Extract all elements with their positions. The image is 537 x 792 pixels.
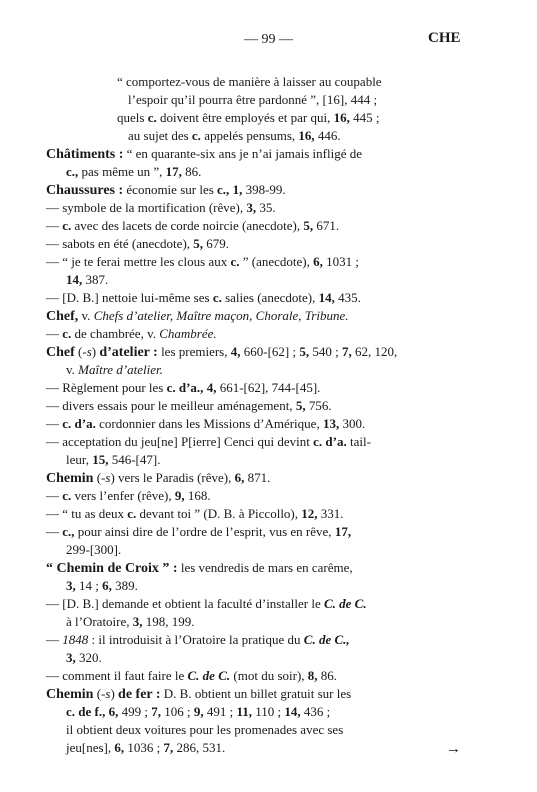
entry-text: 9,	[193, 704, 204, 719]
entry-text: c.	[230, 254, 240, 269]
entry-text: 14 ;	[75, 578, 103, 593]
entry-text: c. d’a.	[313, 434, 347, 449]
entry-text: 14,	[66, 272, 83, 287]
entry-text: devant toi ” (D. B. à Piccollo),	[136, 506, 302, 521]
entry-text: 1848	[62, 632, 89, 647]
entry-text: 331.	[317, 506, 344, 521]
entry-text: appelés pensums,	[200, 128, 299, 143]
entry-text: —	[46, 416, 63, 431]
entry-headword: “ Chemin de Croix ” :	[46, 561, 178, 576]
entry-headword: d’atelier :	[99, 345, 158, 360]
entry-text: -s	[82, 344, 92, 359]
entry-text: —	[46, 326, 63, 341]
index-line	[46, 344, 397, 361]
index-line	[46, 632, 350, 648]
entry-text: doivent être employés et par qui,	[156, 110, 334, 125]
entry-text: à l’Oratoire,	[66, 614, 133, 629]
entry-text: 320.	[75, 650, 102, 665]
entry-text: — acceptation du jeu[ne] P[ierre] Cenci qui devint	[46, 434, 314, 449]
index-line	[128, 128, 341, 144]
entry-text: 9,	[174, 488, 185, 503]
index-line	[66, 578, 138, 594]
entry-text: 6,	[108, 704, 119, 719]
entry-text: 15,	[92, 452, 109, 467]
index-line	[46, 488, 211, 504]
entry-text: 86.	[317, 668, 338, 683]
entry-text: avec des lacets de corde noircie (anecdote),	[71, 218, 304, 233]
entry-text: 3,	[66, 578, 76, 593]
entry-text: économie sur les	[123, 182, 218, 197]
index-line	[46, 236, 229, 252]
index-line	[46, 146, 362, 163]
entry-headword: Chef	[46, 345, 75, 360]
entry-text: — comment il faut faire le	[46, 668, 188, 683]
index-line	[46, 308, 349, 325]
entry-text: 436 ;	[300, 704, 331, 719]
entry-text: 3,	[246, 200, 257, 215]
index-line	[66, 704, 330, 720]
entry-text: 679.	[203, 236, 230, 251]
entry-text: ” (anecdote),	[239, 254, 314, 269]
entry-text: 387.	[82, 272, 109, 287]
entry-text: 6,	[102, 578, 112, 593]
entry-text: c.	[62, 488, 72, 503]
entry-text: pas même un ”,	[78, 164, 166, 179]
index-line	[46, 416, 365, 432]
index-line	[46, 218, 339, 234]
entry-text: (	[93, 470, 102, 485]
entry-text: — “ tu as deux	[46, 506, 128, 521]
entry-text: C. de C.,	[303, 632, 350, 647]
entry-text: tail-	[346, 434, 371, 449]
entry-text: 17,	[165, 164, 182, 179]
entry-text: 871.	[244, 470, 271, 485]
page-number: — 99 —	[244, 32, 293, 47]
entry-text: 3,	[66, 650, 76, 665]
entry-text: 11,	[236, 704, 253, 719]
index-line	[46, 200, 276, 216]
entry-text: — “ je te ferai mettre les clous aux	[46, 254, 231, 269]
entry-headword: Chemin	[46, 471, 94, 486]
index-line	[46, 596, 367, 612]
entry-text: 62, 120,	[351, 344, 398, 359]
index-line	[46, 290, 361, 306]
entry-text: “ comportez-vous de manière à laisser au coupable	[117, 74, 382, 89]
entry-text: 5,	[299, 344, 310, 359]
entry-headword: Chemin	[46, 687, 94, 702]
entry-text: : il introduisit à l’Oratoire la pratique du	[88, 632, 304, 647]
entry-text: il obtient deux voitures pour les promenades avec ses	[66, 722, 344, 737]
index-line	[66, 722, 343, 738]
entry-text: (	[93, 686, 102, 701]
entry-text: 14,	[318, 290, 335, 305]
entry-text: 6,	[114, 740, 125, 755]
entry-text: l’espoir qu’il pourra être pardonné ”, [16], 444 ;	[128, 92, 378, 107]
entry-text: v.	[66, 362, 79, 377]
entry-text: 4,	[206, 380, 217, 395]
entry-text: — symbole de la mortification (rêve),	[46, 200, 247, 215]
entry-text: 671.	[313, 218, 340, 233]
entry-text: )	[110, 686, 119, 701]
entry-text: 16,	[298, 128, 315, 143]
index-line	[117, 110, 380, 126]
entry-text: 7,	[163, 740, 174, 755]
entry-text: 3,	[132, 614, 143, 629]
index-line	[66, 272, 108, 288]
index-line	[46, 560, 353, 577]
entry-text: c.	[127, 506, 137, 521]
index-line	[117, 74, 382, 90]
entry-headword: de fer :	[118, 687, 161, 702]
entry-text: 8,	[307, 668, 318, 683]
index-line	[66, 362, 163, 378]
entry-text: 661-[62], 744-[45].	[216, 380, 321, 395]
entry-headword: Chef,	[46, 309, 79, 324]
entry-text: — Règlement pour les	[46, 380, 167, 395]
index-line	[46, 686, 351, 703]
entry-text: v.	[78, 308, 94, 323]
entry-text: c. d’a.,	[166, 380, 204, 395]
index-line	[66, 452, 160, 468]
entry-text: C. de C.	[323, 596, 367, 611]
entry-text: 16,	[333, 110, 350, 125]
index-line	[46, 524, 351, 540]
entry-text: 435.	[334, 290, 361, 305]
entry-text: c.,	[66, 164, 79, 179]
entry-text: 540 ;	[309, 344, 342, 359]
entry-text: — [D. B.] demande et obtient la faculté d’installer le	[46, 596, 324, 611]
entry-text: quels	[117, 110, 148, 125]
entry-text: D. B. obtient un billet gratuit sur les	[160, 686, 352, 701]
entry-text: 14,	[284, 704, 301, 719]
entry-text: c.,	[62, 524, 75, 539]
entry-text: 17,	[334, 524, 352, 539]
entry-text: — [D. B.] nettoie lui-même ses	[46, 290, 213, 305]
entry-text: 389.	[111, 578, 138, 593]
index-line	[128, 92, 377, 108]
entry-text: vers l’enfer (rêve),	[71, 488, 175, 503]
index-line	[46, 506, 344, 522]
entry-text: )	[91, 344, 100, 359]
entry-text: leur,	[66, 452, 93, 467]
entry-text: 756.	[305, 398, 332, 413]
entry-text: 5,	[303, 218, 314, 233]
section-header: CHE	[428, 30, 461, 46]
entry-text: c.	[212, 290, 222, 305]
entry-headword: Chaussures :	[46, 183, 124, 198]
index-line	[66, 740, 225, 756]
entry-text: au sujet des	[128, 128, 192, 143]
entry-text: c. de f.,	[66, 704, 106, 719]
entry-text: 6,	[313, 254, 323, 269]
continue-arrow-icon: →	[446, 741, 461, 757]
entry-text: c.	[62, 218, 72, 233]
index-line	[46, 380, 320, 396]
entry-text: cordonnier dans les Missions d’Amérique,	[95, 416, 323, 431]
entry-text: salies (anecdote),	[221, 290, 319, 305]
index-line	[46, 254, 359, 270]
entry-text: 6,	[234, 470, 245, 485]
entry-text: 106 ;	[160, 704, 194, 719]
entry-text: 13,	[322, 416, 340, 431]
index-line	[66, 614, 195, 630]
entry-text: 4,	[230, 344, 241, 359]
entry-text: — divers essais pour le meilleur aménagement,	[46, 398, 296, 413]
entry-text: —	[46, 218, 63, 233]
entry-text: “ en quarante-six ans je n’ai jamais infligé de	[123, 146, 362, 161]
index-line	[46, 434, 371, 450]
entry-text: Chefs d’atelier, Maître maçon, Chorale, Tribune.	[93, 308, 349, 323]
entry-text: pour ainsi dire de l’ordre de l’esprit, vus en rêve,	[74, 524, 335, 539]
entry-text: 491 ;	[203, 704, 237, 719]
index-line	[66, 650, 102, 666]
entry-text: 12,	[301, 506, 318, 521]
entry-text: c.	[147, 110, 157, 125]
entry-text: 5,	[295, 398, 306, 413]
entry-text: 110 ;	[252, 704, 285, 719]
entry-text: 299-[300].	[66, 542, 122, 557]
entry-text: jeu[nes],	[66, 740, 115, 755]
index-line	[46, 326, 217, 342]
entry-text: les vendredis de mars en carême,	[177, 560, 353, 575]
entry-text: 7,	[151, 704, 161, 719]
entry-headword: Châtiments :	[46, 147, 124, 162]
entry-text: -s	[101, 470, 111, 485]
index-line	[46, 182, 286, 199]
entry-text: C. de C.	[187, 668, 231, 683]
entry-text: de chambrée, v.	[71, 326, 160, 341]
entry-text: 398-99.	[242, 182, 286, 197]
entry-text: c.	[191, 128, 201, 143]
entry-text: 168.	[184, 488, 211, 503]
entry-text: 7,	[341, 344, 352, 359]
entry-text: 1031 ;	[322, 254, 359, 269]
entry-text: 286, 531.	[173, 740, 226, 755]
entry-text: 546-[47].	[108, 452, 161, 467]
entry-text: 445 ;	[349, 110, 380, 125]
entry-text: 1036 ;	[124, 740, 164, 755]
entry-text: Chambrée.	[159, 326, 217, 341]
entry-text: 446.	[314, 128, 341, 143]
entry-text: 660-[62] ;	[240, 344, 300, 359]
entry-text: Maître d’atelier.	[78, 362, 163, 377]
entry-text: c.	[62, 326, 72, 341]
entry-text: (	[74, 344, 83, 359]
entry-text: 5,	[193, 236, 204, 251]
entry-text: 300.	[339, 416, 366, 431]
entry-text: —	[46, 524, 63, 539]
entry-text: 198, 199.	[142, 614, 195, 629]
entry-text: 499 ;	[118, 704, 152, 719]
entry-text: -s	[101, 686, 111, 701]
index-line	[46, 470, 270, 487]
entry-text: 1,	[232, 182, 243, 197]
entry-text: les premiers,	[157, 344, 231, 359]
entry-text: (mot du soir),	[230, 668, 308, 683]
index-line	[66, 164, 201, 180]
entry-text: 35.	[256, 200, 276, 215]
entry-text: —	[46, 632, 63, 647]
index-line	[46, 398, 332, 414]
entry-text: ) vers le Paradis (rêve),	[110, 470, 235, 485]
entry-text: c.,	[217, 182, 230, 197]
entry-text: — sabots en été (anecdote),	[46, 236, 194, 251]
entry-text: —	[46, 488, 63, 503]
entry-text: 86.	[181, 164, 202, 179]
entry-text: c. d’a.	[62, 416, 96, 431]
index-line	[46, 668, 337, 684]
index-line	[66, 542, 121, 558]
